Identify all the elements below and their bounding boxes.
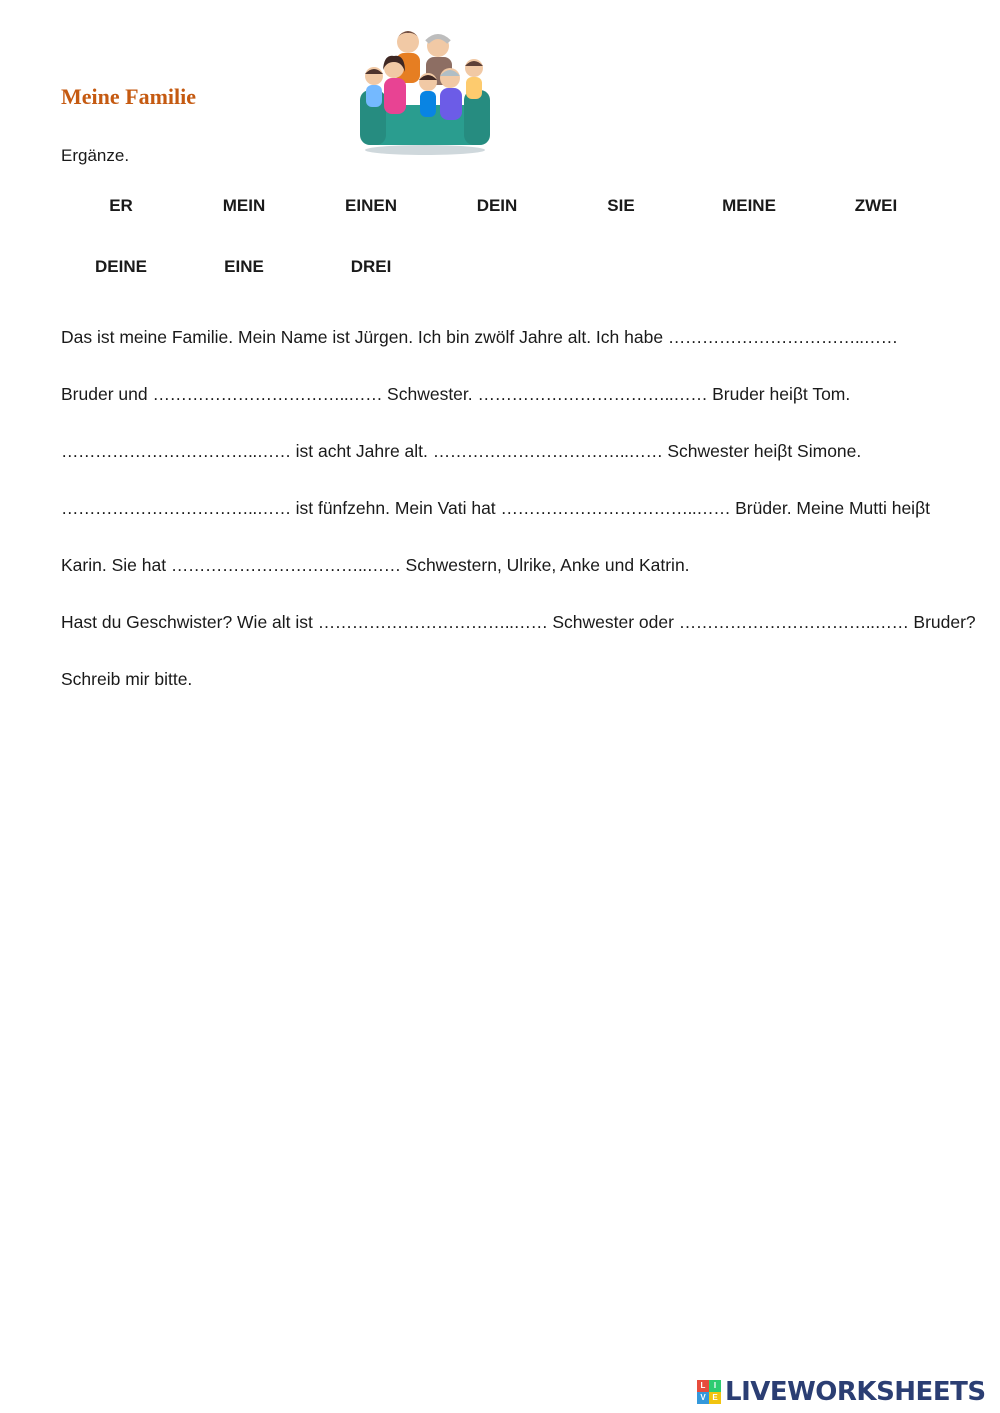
logo-letter: I [709,1380,721,1392]
text-segment: Schwester oder [547,612,679,632]
text-segment: Karin. Sie hat [61,555,171,575]
logo-letter: L [697,1380,709,1392]
word-bank-item: MEINE [722,196,776,215]
logo-letter: V [697,1392,709,1404]
blank-field[interactable]: ……………………………..…… [678,612,909,632]
blank-field[interactable]: ……………………………..…… [317,612,548,632]
text-segment: Schreib mir bitte. [61,669,193,689]
word-bank-item: SIE [607,196,635,215]
text-segment: Bruder heiβt Tom. [707,384,851,404]
word-bank-item: MEIN [222,196,266,215]
text-segment: Bruder? [908,612,976,632]
word-bank-item: DEIN [476,196,518,215]
instruction-text: Ergänze. [61,146,130,165]
blank-field[interactable]: ……………………………..…… [61,498,291,518]
text-line [61,555,951,576]
word-bank-item: DEINE [95,257,147,276]
text-line [61,327,951,348]
logo-letter: E [709,1392,721,1404]
word-bank-item: EINE [224,257,264,276]
text-segment: ist fünfzehn. Mein Vati hat [290,498,501,518]
text-segment: ist acht Jahre alt. [290,441,433,461]
blank-field[interactable]: ……………………………..…… [667,327,898,347]
word-bank-item: ZWEI [854,196,898,215]
word-bank-item: DREI [350,257,392,276]
liveworksheets-logo[interactable] [697,1376,986,1408]
text-line [61,384,951,405]
text-segment: Brüder. Meine Mutti heiβt [730,498,931,518]
word-bank-item: ER [109,196,133,215]
blank-field[interactable]: ……………………………..…… [477,384,708,404]
page-title: Meine Familie [61,84,197,109]
text-segment: Bruder und [61,384,153,404]
logo-text: LIVEWORKSHEETS [725,1377,986,1407]
text-segment: Schwester heiβt Simone. [662,441,862,461]
word-bank-item: EINEN [345,196,397,215]
text-line [61,669,951,690]
text-segment: Schwester. [382,384,478,404]
text-segment: Schwestern, Ulrike, Anke und Katrin. [400,555,690,575]
blank-field[interactable]: ……………………………..…… [61,441,291,461]
blank-field[interactable]: ……………………………..…… [500,498,731,518]
word-bank [0,0,1000,290]
text-line [61,441,951,462]
blank-field[interactable]: ……………………………..…… [170,555,401,575]
blank-field[interactable]: ……………………………..…… [152,384,383,404]
text-segment: Das ist meine Familie. Mein Name ist Jürgen. Ich bin zwölf Jahre alt. Ich habe [61,327,668,347]
blank-field[interactable]: ……………………………..…… [432,441,663,461]
text-line [61,498,951,519]
logo-blocks-icon [697,1380,721,1404]
text-segment: Hast du Geschwister? Wie alt ist [61,612,318,632]
text-line [61,612,976,633]
